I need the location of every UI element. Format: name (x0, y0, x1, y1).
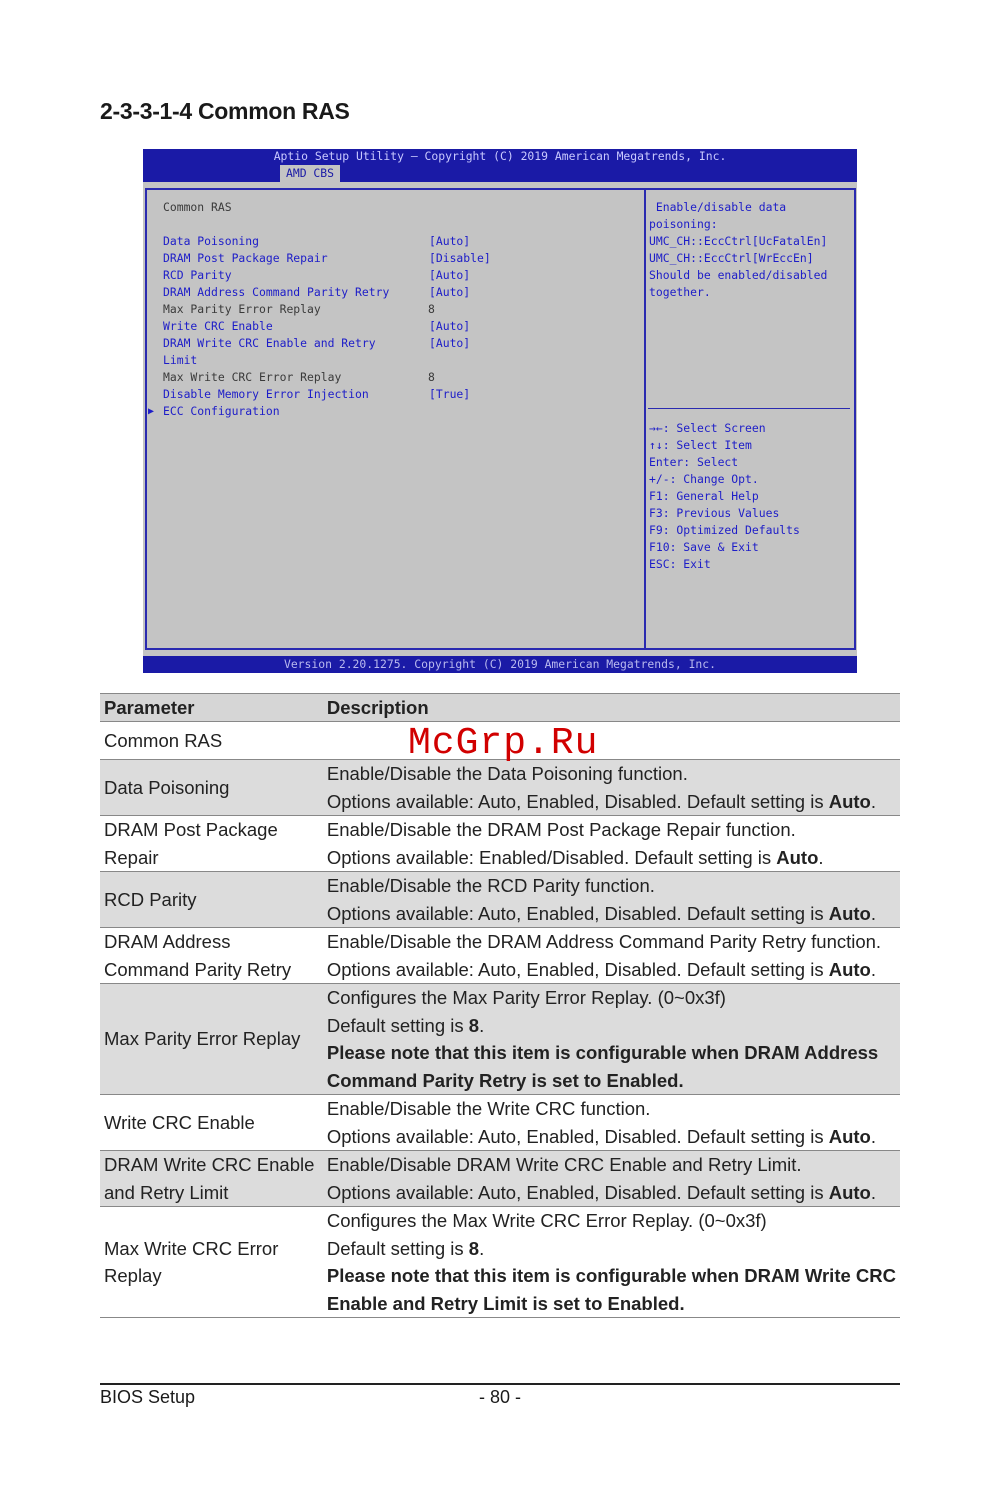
desc-cell (323, 984, 900, 1095)
param-cell: RCD Parity (100, 872, 323, 928)
bios-item-data-poisoning[interactable]: Data Poisoning (163, 234, 260, 248)
default-value: 8 (468, 1014, 480, 1036)
desc-note-line: Please note that this item is configurable when DRAM Write CRC (326, 1265, 896, 1286)
desc-cell (323, 1207, 900, 1318)
default-value: Auto (828, 958, 871, 980)
tab-amd-cbs[interactable]: AMD CBS (280, 165, 340, 182)
param-cell: Max Parity Error Replay (100, 984, 323, 1095)
bios-help-line: UMC_CH::EccCtrl[WrEccEn] (649, 251, 814, 265)
table-row (100, 984, 900, 1095)
bios-title: Aptio Setup Utility – Copyright (C) 2019 American Megatrends, Inc. (273, 149, 727, 163)
desc-line: Configures the Max Parity Error Replay. (0~0x3f) (326, 987, 726, 1008)
footer-rule (100, 1383, 900, 1385)
bios-item-ecc-configuration[interactable]: ECC Configuration (163, 404, 280, 418)
bios-help-line: Should be enabled/disabled (649, 268, 828, 282)
param-cell: Common RAS (100, 722, 323, 760)
desc-line: Enable/Disable the RCD Parity function. (326, 875, 655, 896)
bios-key-hint: F10: Save & Exit (649, 540, 759, 554)
desc-line: Options available: Auto, Enabled, Disabled. Default setting is Auto. (326, 790, 876, 812)
table-row (100, 872, 900, 928)
table-header-row (100, 694, 900, 722)
bios-item-dram-address-command-parity-retry[interactable]: DRAM Address Command Parity Retry (163, 285, 390, 299)
bios-key-hint: F9: Optimized Defaults (649, 523, 800, 537)
desc-line: Options available: Auto, Enabled, Disabled. Default setting is Auto. (326, 958, 876, 980)
bios-key-hint: →←: Select Screen (649, 421, 766, 435)
bios-key-hint: +/-: Change Opt. (649, 472, 759, 486)
desc-line: Options available: Auto, Enabled, Disabled. Default setting is Auto. (326, 902, 876, 924)
bios-value-dram-write-crc-enable-retry[interactable]: [Auto] (429, 336, 471, 350)
bios-help-line: UMC_CH::EccCtrl[UcFatalEn] (649, 234, 828, 248)
section-title: 2-3-3-1-4 Common RAS (100, 98, 350, 124)
bios-key-hint: F3: Previous Values (649, 506, 780, 520)
desc-cell (323, 760, 900, 816)
bios-item-max-parity-error-replay: Max Parity Error Replay (163, 302, 321, 316)
bios-key-hint: ↑↓: Select Item (649, 438, 752, 452)
bios-divider (644, 188, 646, 648)
bios-help-line: together. (649, 285, 711, 299)
bios-item-dram-write-crc-enable-retry[interactable]: DRAM Write CRC Enable and Retry (163, 336, 376, 350)
bios-value-dram-post-package-repair[interactable]: [Disable] (429, 251, 491, 265)
bios-item-disable-memory-error-injection[interactable]: Disable Memory Error Injection (163, 387, 369, 401)
desc-line: Configures the Max Write CRC Error Replay. (0~0x3f) (326, 1210, 767, 1231)
desc-line: Options available: Enabled/Disabled. Default setting is Auto. (326, 846, 824, 868)
default-value: Auto (776, 846, 819, 868)
table-row (100, 816, 900, 872)
bios-item-rcd-parity[interactable]: RCD Parity (163, 268, 232, 282)
col-header-description: Description (323, 694, 900, 722)
desc-cell (323, 872, 900, 928)
bios-key-hint: F1: General Help (649, 489, 759, 503)
desc-note-line: Please note that this item is configurable when DRAM Address (326, 1042, 879, 1063)
desc-note-line: Enable and Retry Limit is set to Enabled. (326, 1292, 685, 1314)
desc-line: Options available: Auto, Enabled, Disabled. Default setting is Auto. (326, 1125, 876, 1147)
desc-line: Default setting is 8. (326, 1237, 485, 1259)
bios-item-dram-write-crc-enable-retry-cont[interactable]: Limit (163, 353, 198, 367)
desc-line: Enable/Disable the DRAM Address Command Parity Retry function. (326, 931, 882, 952)
col-header-parameter: Parameter (100, 694, 323, 722)
param-cell: Write CRC Enable (100, 1095, 323, 1151)
bios-help-separator (648, 408, 850, 409)
table-row (100, 1151, 900, 1207)
bios-value-max-parity-error-replay: 8 (428, 302, 435, 316)
param-cell: Data Poisoning (100, 760, 323, 816)
bios-help-line: poisoning: (649, 217, 718, 231)
bios-key-hint: ESC: Exit (649, 557, 711, 571)
desc-cell (323, 816, 900, 872)
desc-cell (323, 928, 900, 984)
desc-line: Default setting is 8. (326, 1014, 485, 1036)
watermark: McGrp.Ru (408, 722, 599, 765)
default-value: Auto (828, 1125, 871, 1147)
desc-line: Options available: Auto, Enabled, Disabled. Default setting is Auto. (326, 1181, 876, 1203)
page-number: - 80 - (478, 1387, 521, 1407)
table-row (100, 928, 900, 984)
parameter-table (100, 693, 900, 1318)
bios-screenshot (143, 149, 857, 673)
bios-value-disable-memory-error-injection[interactable]: [True] (429, 387, 471, 401)
default-value: Auto (828, 1181, 871, 1203)
desc-line: Enable/Disable the DRAM Post Package Repair function. (326, 819, 796, 840)
bios-title-bar (143, 149, 857, 182)
bios-item-write-crc-enable[interactable]: Write CRC Enable (163, 319, 273, 333)
bios-value-dram-address-command-parity-retry[interactable]: [Auto] (429, 285, 471, 299)
param-cell: Max Write CRC Error Replay (100, 1207, 323, 1318)
submenu-arrow-icon: ▶ (148, 406, 155, 417)
default-value: 8 (468, 1237, 480, 1259)
bios-value-max-write-crc-error-replay: 8 (428, 370, 435, 384)
footer-section-name: BIOS Setup (100, 1387, 196, 1407)
table-row (100, 760, 900, 816)
default-value: Auto (828, 790, 871, 812)
bios-heading: Common RAS (163, 200, 232, 214)
table-row (100, 1207, 900, 1318)
desc-cell (323, 1095, 900, 1151)
default-value: Auto (828, 902, 871, 924)
param-cell: DRAM Write CRC Enable and Retry Limit (100, 1151, 323, 1207)
bios-value-rcd-parity[interactable]: [Auto] (429, 268, 471, 282)
bios-version-bar: Version 2.20.1275. Copyright (C) 2019 American Megatrends, Inc. (143, 656, 857, 673)
param-cell: DRAM Address Command Parity Retry (100, 928, 323, 984)
bios-value-write-crc-enable[interactable]: [Auto] (429, 319, 471, 333)
bios-item-dram-post-package-repair[interactable]: DRAM Post Package Repair (163, 251, 328, 265)
desc-line: Enable/Disable DRAM Write CRC Enable and Retry Limit. (326, 1154, 802, 1175)
desc-cell (323, 1151, 900, 1207)
bios-help-line: Enable/disable data (649, 200, 787, 214)
param-cell: DRAM Post Package Repair (100, 816, 323, 872)
table-row (100, 1095, 900, 1151)
desc-line: Enable/Disable the Data Poisoning function. (326, 763, 688, 784)
desc-note-line: Command Parity Retry is set to Enabled. (326, 1069, 684, 1091)
bios-item-max-write-crc-error-replay: Max Write CRC Error Replay (163, 370, 342, 384)
bios-value-data-poisoning[interactable]: [Auto] (429, 234, 471, 248)
bios-key-hint: Enter: Select (649, 455, 739, 469)
desc-line: Enable/Disable the Write CRC function. (326, 1098, 651, 1119)
